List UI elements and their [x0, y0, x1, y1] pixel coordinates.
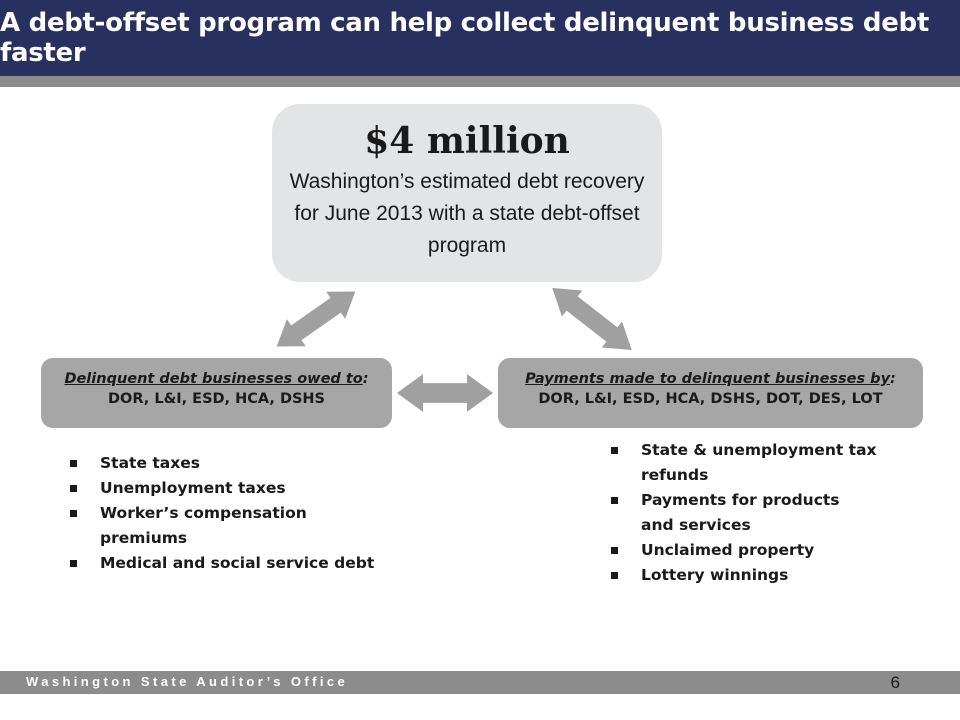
payment-types-list	[607, 438, 877, 588]
list-item: State taxes	[66, 451, 396, 476]
list-item: Medical and social service debt	[66, 551, 396, 576]
list-item: Unemployment taxes	[66, 476, 396, 501]
footer-bar	[0, 671, 960, 694]
arrow-left-diagonal-icon	[267, 278, 365, 360]
list-item: Unclaimed property	[607, 538, 877, 563]
slide-title: A debt-offset program can help collect delinquent business debt faster	[0, 8, 929, 68]
footer-text: Washington State Auditor’s Office	[26, 674, 349, 689]
debt-types-list	[66, 451, 396, 576]
arrow-right-diagonal-icon	[542, 275, 642, 363]
list-item: Lottery winnings	[607, 563, 877, 588]
owed-to-heading: Delinquent debt businesses owed to:	[64, 371, 369, 387]
arrow-horizontal-icon	[397, 374, 493, 412]
list-item: Worker’s compensation premiums	[66, 501, 396, 551]
payments-by-box	[498, 358, 923, 428]
owed-to-agencies: DOR, L&I, ESD, HCA, DSHS	[107, 391, 325, 407]
payments-by-heading: Payments made to delinquent businesses by:	[525, 371, 896, 387]
hero-caption: Washington’s estimated debt recovery for June 2013 with a state debt-offset program	[289, 170, 645, 257]
page-number: 6	[890, 673, 900, 692]
payments-by-agencies: DOR, L&I, ESD, HCA, DSHS, DOT, DES, LOT	[538, 391, 883, 407]
list-item: State & unemployment tax refunds	[607, 438, 877, 488]
hero-amount: $4 million	[364, 120, 570, 162]
owed-to-box	[41, 358, 392, 428]
list-item: Payments for products and services	[607, 488, 877, 538]
